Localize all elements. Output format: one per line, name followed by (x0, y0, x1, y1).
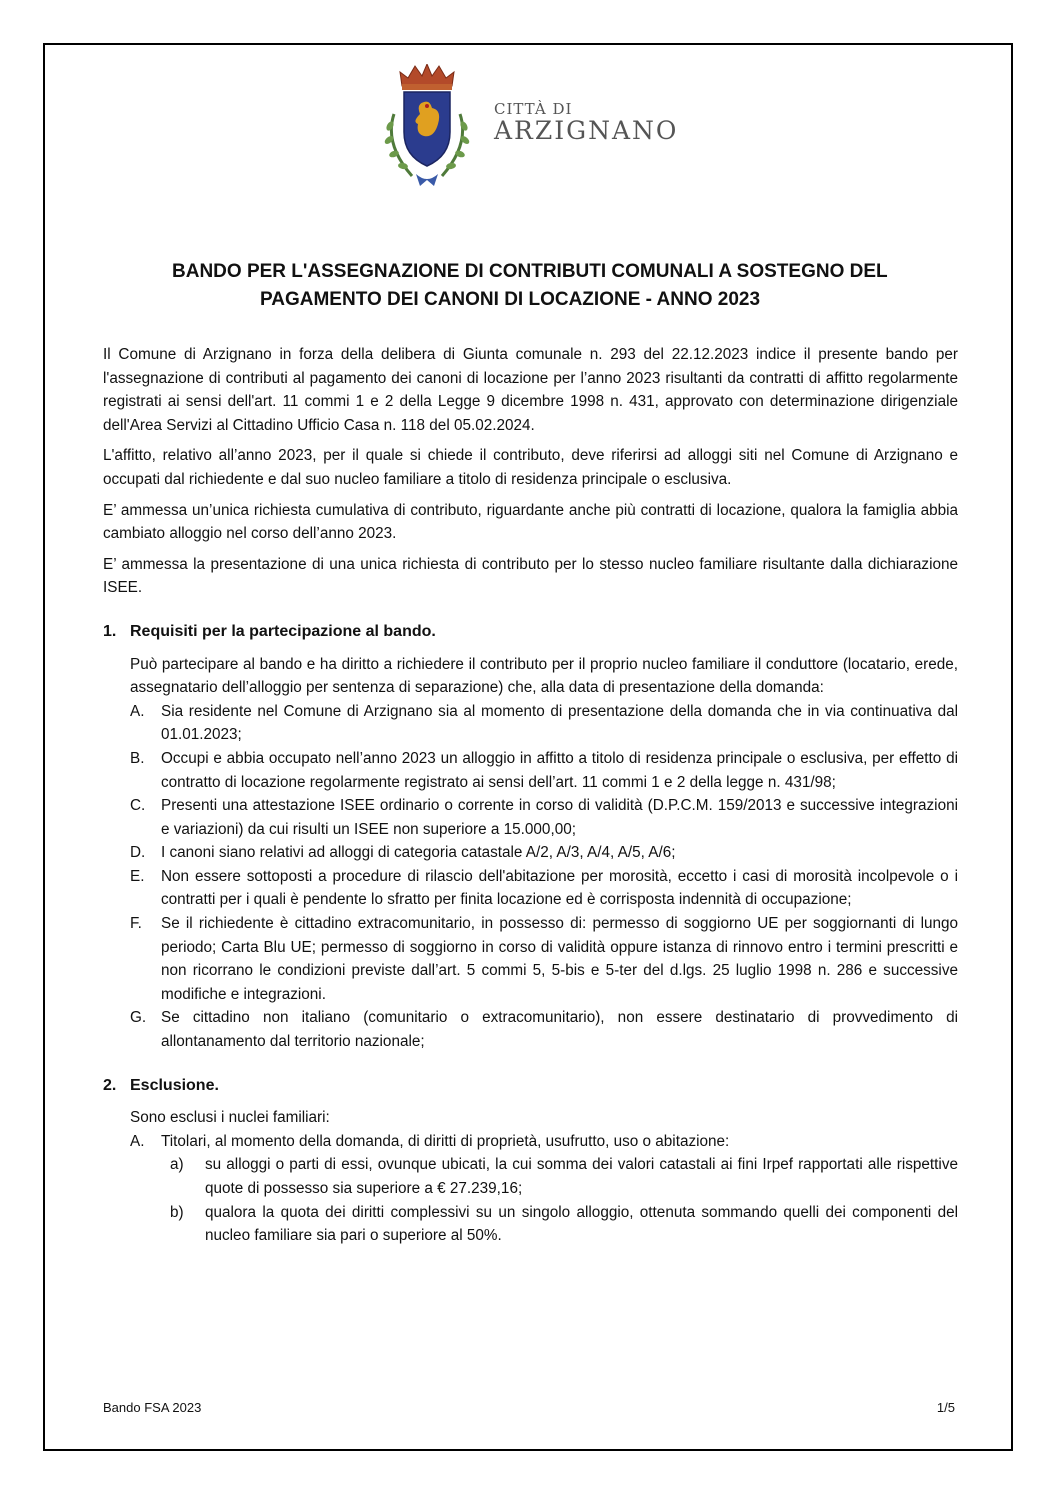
section-heading-requisiti (103, 620, 958, 644)
section-number: 2. (103, 1076, 117, 1094)
list-item-text: Sia residente nel Comune di Arzignano sia al momento di presentazione della domanda che in via continuativa dal 01.01.2023; (161, 702, 958, 744)
list-marker: F. (130, 915, 142, 933)
intro-paragraph: E’ ammessa un’unica richiesta cumulativa di contributo, riguardante anche più contratti di locazione, qualora la famiglia abbia cambiato alloggio nel corso dell’anno 2023. (103, 501, 958, 543)
section-title: Requisiti per la partecipazione al bando. (130, 622, 436, 640)
list-item-text: Presenti una attestazione ISEE ordinario o corrente in corso di validità (D.P.C.M. 159/2013 e successive integrazioni e variazioni) da cui risulti un ISEE non superiore a 15.000,00; (161, 797, 958, 838)
page-number: 1/5 (936, 1400, 955, 1415)
requirements-list (130, 700, 958, 1054)
list-item (130, 1130, 958, 1154)
list-item (130, 700, 958, 747)
section-title: Esclusione. (130, 1076, 219, 1094)
list-item (130, 794, 958, 841)
list-item-text: I canoni siano relativi ad alloggi di categoria catastale A/2, A/3, A/4, A/5, A/6; (161, 844, 676, 862)
title-line1: BANDO PER L'ASSEGNAZIONE DI CONTRIBUTI COMUNALI A SOSTEGNO DEL (172, 261, 888, 282)
list-item (130, 841, 958, 865)
list-marker: B. (130, 749, 145, 767)
list-marker: E. (130, 867, 145, 885)
list-item-text: qualora la quota dei diritti complessivi su un singolo alloggio, ottenuta sommando quelli dei componenti del nucleo familiare sia pari o superiore al 50%. (205, 1203, 958, 1245)
footer-document-label: Bando FSA 2023 (103, 1400, 202, 1415)
list-item-text: Occupi e abbia occupato nell’anno 2023 un alloggio in affitto a titolo di residenza principale o esclusiva, per effetto di contratto di locazione regolarmente registrato ai sensi dell’art. 11 commi 1 e 2 della legge n. 431/98; (161, 749, 958, 791)
list-item (130, 865, 958, 912)
list-item (130, 912, 958, 1006)
page-footer (103, 1400, 955, 1415)
title-line2: PAGAMENTO DEI CANONI DI LOCAZIONE - ANNO 2023 (260, 289, 761, 310)
list-item (130, 1006, 958, 1053)
document-title (100, 258, 960, 314)
exclusion-list (130, 1130, 958, 1154)
list-item-text: su alloggi o parti di essi, ovunque ubicati, la cui somma dei valori catastali ai fini Irpef rapportati alle rispettive quote di possesso sia superiore a € 27.239,16; (205, 1156, 958, 1197)
list-marker: A. (130, 702, 145, 720)
section-esclusione (103, 1106, 958, 1248)
city-coat-of-arms-logo (372, 64, 482, 194)
list-marker: D. (130, 844, 146, 862)
section-intro: Sono esclusi i nuclei familiari: (130, 1109, 330, 1127)
logo-wordmark (494, 100, 678, 145)
list-marker: G. (130, 1009, 147, 1027)
sublist-item (170, 1153, 958, 1200)
section-heading-esclusione (103, 1074, 958, 1098)
list-marker: b) (170, 1203, 184, 1221)
section-requisiti (103, 653, 958, 1054)
intro-paragraph: Il Comune di Arzignano in forza della delibera di Giunta comunale n. 293 del 22.12.2023 indice il presente bando per l'assegnazione di contributi al pagamento dei canoni di locazione per l’anno 2023 risultanti da contratti di affitto regolarmente registrati ai sensi dell'art. 11 commi 1 e 2 della Legge 9 dicembre 1998 n. 431, approvato con determinazione dirigenziale dell'Area Servizi al Cittadino Ufficio Casa n. 118 del 05.02.2024. (103, 346, 958, 434)
list-item-text: Non essere sottoposti a procedure di rilascio dell'abitazione per morosità, eccetto i casi di morosità incolpevole o i contratti per i quali è pendente lo sfratto per finita locazione ed è corrisposta indennità di occupazione; (161, 867, 958, 909)
list-item-text: Titolari, al momento della domanda, di diritti di proprietà, usufrutto, uso o abitazione: (161, 1132, 730, 1150)
logo-text-line1: CITTÀ DI (494, 100, 573, 118)
document-body (103, 343, 958, 1248)
list-item (130, 747, 958, 794)
list-marker: A. (130, 1132, 145, 1150)
list-item-text: Se cittadino non italiano (comunitario o extracomunitario), non essere destinatario di provvedimento di allontanamento dal territorio nazionale; (161, 1009, 958, 1051)
section-number: 1. (103, 622, 117, 640)
list-item-text: Se il richiedente è cittadino extracomunitario, in possesso di: permesso di soggiorno UE per soggiornanti di lungo periodo; Carta Blu UE; permesso di soggiorno in corso di validità oppure istanza di rinnovo entro i termini prescritti e non ricorrano le condizioni previste dall’art. 5 commi 5, 5-bis e 5-ter del d.lgs. 25 luglio 1998 n. 286 e successive modifiche e integrazioni. (161, 915, 958, 1003)
list-marker: a) (170, 1156, 184, 1174)
logo-text-line2: ARZIGNANO (494, 116, 679, 145)
intro-paragraph: L'affitto, relativo all’anno 2023, per il quale si chiede il contributo, deve riferirsi ad alloggi siti nel Comune di Arzignano e occupati dal richiedente e dal suo nucleo familiare a titolo di residenza principale o esclusiva. (103, 447, 958, 488)
exclusion-sublist (130, 1153, 958, 1247)
section-intro: Può partecipare al bando e ha diritto a richiedere il contributo per il proprio nucleo familiare il conduttore (locatario, erede, assegnatario dell’alloggio per sentenza di separazione) che, alla data di presentazione della domanda: (130, 655, 958, 697)
sublist-item (170, 1201, 958, 1248)
list-marker: C. (130, 797, 146, 815)
intro-paragraph: E’ ammessa la presentazione di una unica richiesta di contributo per lo stesso nucleo familiare risultante dalla dichiarazione ISEE. (103, 555, 958, 597)
